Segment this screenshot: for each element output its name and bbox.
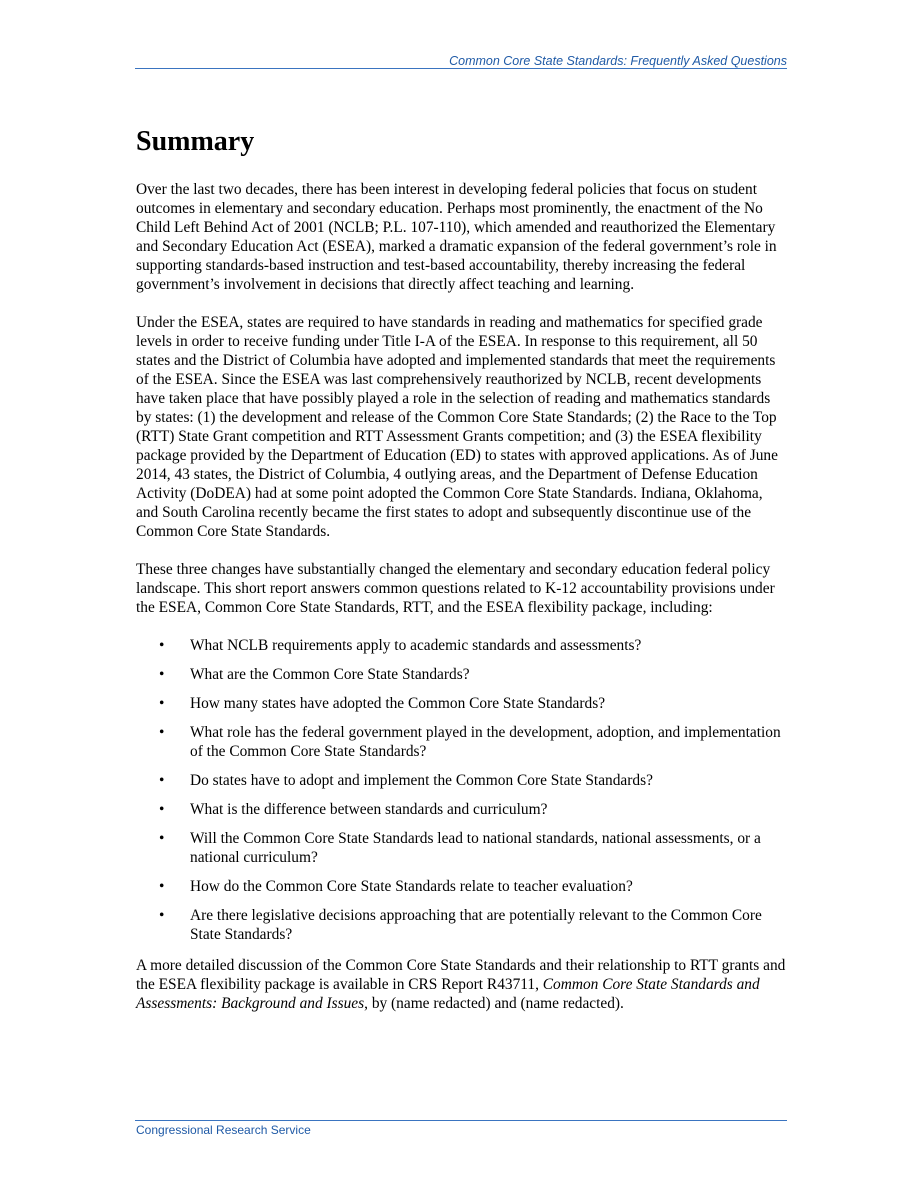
bullet-icon: •	[159, 724, 165, 741]
closing-text-after: , by (name redacted) and (name redacted).	[364, 995, 624, 1012]
bullet-icon: •	[159, 878, 165, 895]
bullet-icon: •	[159, 666, 165, 683]
paragraph-closing	[136, 956, 788, 1013]
list-item	[136, 877, 788, 896]
closing-text-before: A more detailed discussion of the Common Core State Standards and their relationship to RTT grants and the ESEA flexibility package is available in CRS Report R43711,	[136, 957, 786, 993]
list-item	[136, 771, 788, 790]
list-item	[136, 829, 788, 867]
bullet-icon: •	[159, 907, 165, 924]
footer-rule	[135, 1120, 787, 1121]
list-item	[136, 906, 788, 944]
list-item	[136, 723, 788, 761]
question-text: What role has the federal government played in the development, adoption, and implementation of the Common Core State Standards?	[190, 724, 781, 760]
running-footer: Congressional Research Service	[136, 1123, 311, 1137]
paragraph-intro: Over the last two decades, there has been interest in developing federal policies that focus on student outcomes in elementary and secondary education. Perhaps most prominently, the enactment of the No Child Left Behind Act of 2001 (NCLB; P.L. 107-110), which amended and reauthorized the Elementary and Secondary Education Act (ESEA), marked a dramatic expansion of the federal government’s role in supporting standards-based instruction and test-based accountability, thereby increasing the federal government’s involvement in decisions that directly affect teaching and learning.	[136, 181, 777, 293]
list-item	[136, 665, 788, 684]
bullet-icon: •	[159, 695, 165, 712]
paragraph-changes: These three changes have substantially changed the elementary and secondary education federal policy landscape. This short report answers common questions related to K-12 accountability provisions under the ESEA, Common Core State Standards, RTT, and the ESEA flexibility package, including:	[136, 561, 775, 616]
question-text: Do states have to adopt and implement the Common Core State Standards?	[190, 772, 653, 789]
list-item	[136, 800, 788, 819]
bullet-icon: •	[159, 801, 165, 818]
question-text: How many states have adopted the Common Core State Standards?	[190, 695, 606, 712]
question-text: Are there legislative decisions approaching that are potentially relevant to the Common Core State Standards?	[190, 907, 762, 943]
question-text: Will the Common Core State Standards lead to national standards, national assessments, or a national curriculum?	[190, 830, 761, 866]
page-content	[136, 124, 788, 1032]
section-title: Summary	[136, 126, 255, 157]
question-text: What NCLB requirements apply to academic standards and assessments?	[190, 637, 642, 654]
report-title: Common Core State Standards and Assessments: Background and Issues	[136, 976, 760, 1012]
bullet-icon: •	[159, 772, 165, 789]
bullet-icon: •	[159, 830, 165, 847]
list-item	[136, 636, 788, 655]
bullet-icon: •	[159, 637, 165, 654]
paragraph-esea: Under the ESEA, states are required to have standards in reading and mathematics for specified grade levels in order to receive funding under Title I-A of the ESEA. In response to this requirement, all 50 states and the District of Columbia have adopted and implemented standards that meet the requirements of the ESEA. Since the ESEA was last comprehensively reauthorized by NCLB, recent developments have taken place that have possibly played a role in the selection of reading and mathematics standards by states: (1) the development and release of the Common Core State Standards; (2) the Race to the Top (RTT) State Grant competition and RTT Assessment Grants competition; and (3) the ESEA flexibility package provided by the Department of Education (ED) to states with approved applications. As of June 2014, 43 states, the District of Columbia, 4 outlying areas, and the Department of Defense Education Activity (DoDEA) had at some point adopted the Common Core State Standards. Indiana, Oklahoma, and South Carolina recently became the first states to adopt and subsequently discontinue use of the Common Core State Standards.	[136, 314, 778, 540]
header-rule	[135, 68, 787, 69]
question-text: How do the Common Core State Standards relate to teacher evaluation?	[190, 878, 633, 895]
question-text: What are the Common Core State Standards?	[190, 666, 470, 683]
list-item	[136, 694, 788, 713]
running-header: Common Core State Standards: Frequently Asked Questions	[449, 54, 787, 68]
question-list	[136, 636, 788, 944]
question-text: What is the difference between standards and curriculum?	[190, 801, 548, 818]
